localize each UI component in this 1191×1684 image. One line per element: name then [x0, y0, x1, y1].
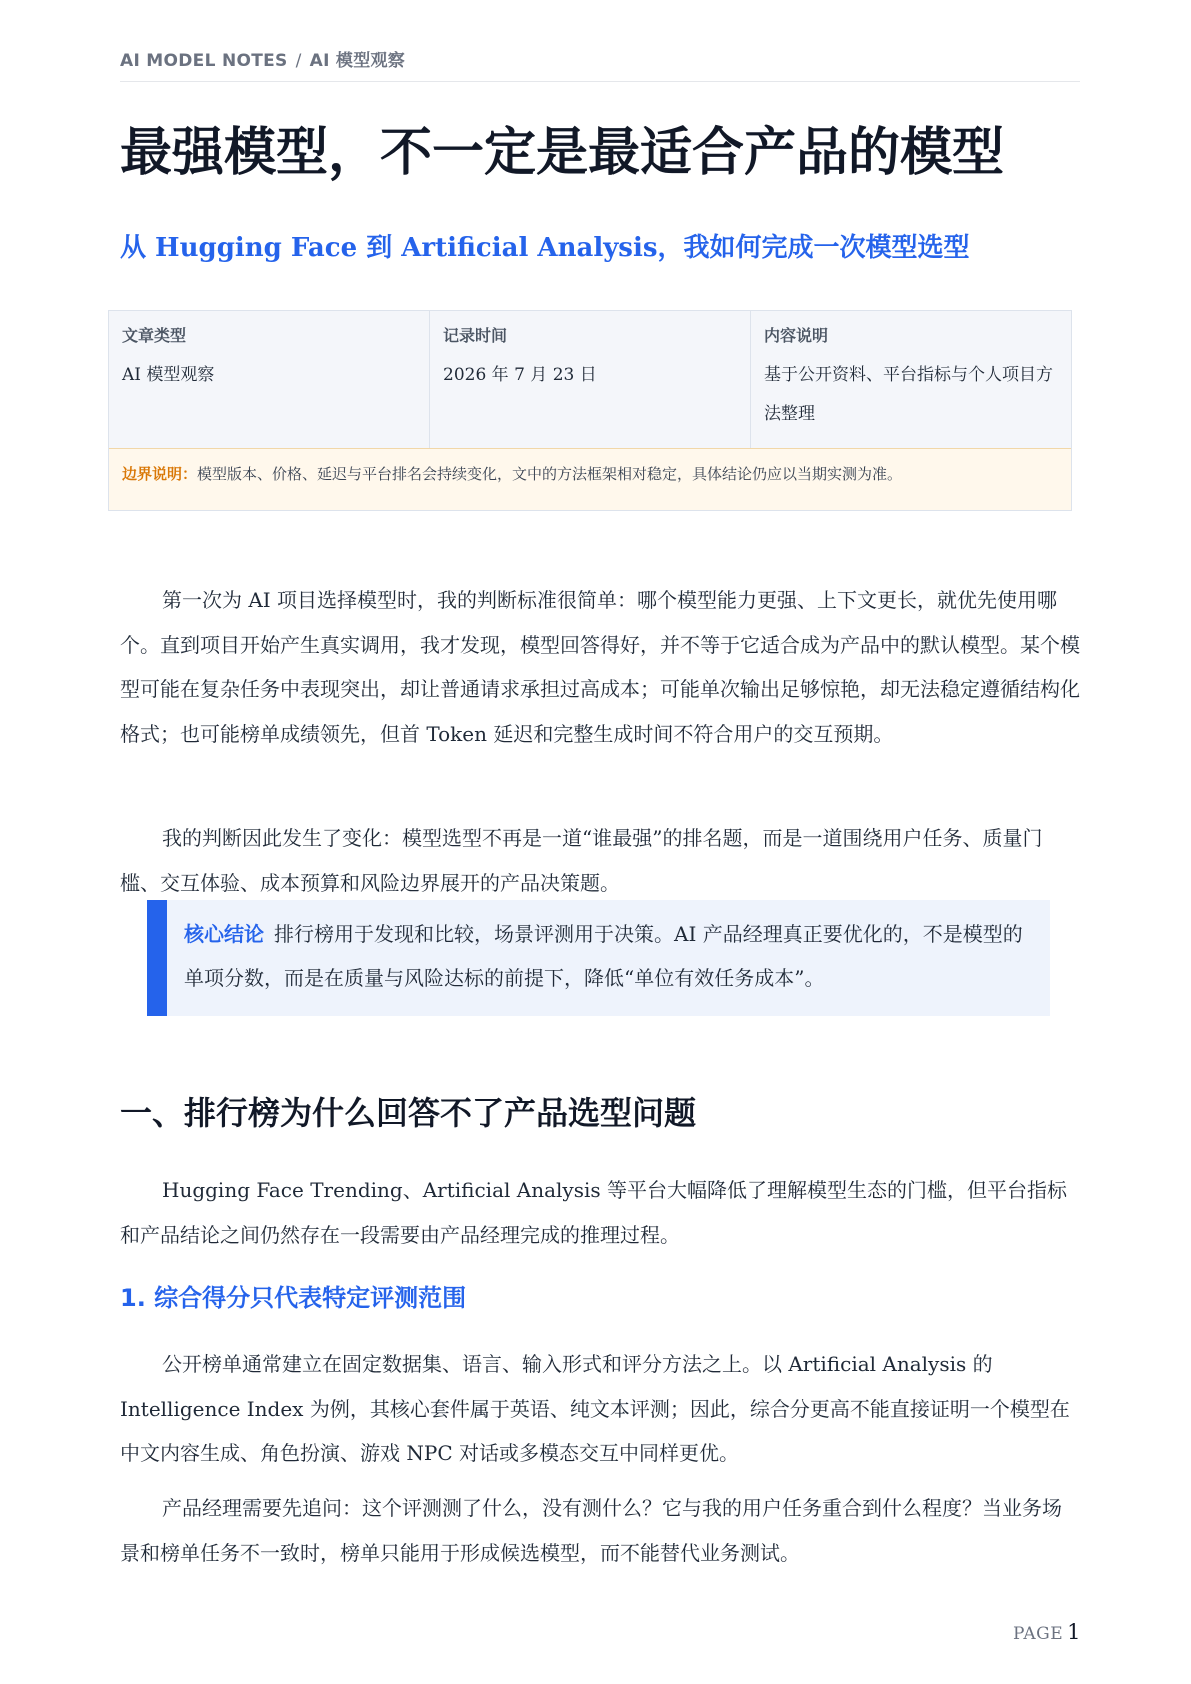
subsection-heading: 1. 综合得分只代表特定评测范围 [120, 1284, 467, 1312]
running-header [120, 46, 1080, 82]
intro-paragraph-2: 我的判断因此发生了变化：模型选型不再是一道“谁最强”的排名题，而是一道围绕用户任务、质量门槛、交互体验、成本预算和风险边界展开的产品决策题。 [120, 826, 1043, 895]
callout-text: 排行榜用于发现和比较，场景评测用于决策。AI 产品经理真正要优化的，不是模型的单项分数，而是在质量与风险达标的前提下，降低“单位有效任务成本”。 [184, 922, 1023, 990]
meta-cell-description [751, 311, 1071, 448]
page-label: PAGE [1012, 1624, 1064, 1644]
subsection-paragraph-2: 产品经理需要先追问：这个评测测了什么，没有测什么？它与我的用户任务重合到什么程度？当业务场景和榜单任务不一致时，榜单只能用于形成候选模型，而不能替代业务测试。 [120, 1496, 1062, 1565]
callout-label: 核心结论 [184, 922, 264, 946]
meta-info-box [108, 310, 1072, 511]
core-conclusion-callout [147, 900, 1050, 1016]
meta-value: 2026 年 7 月 23 日 [443, 365, 597, 385]
meta-label: 文章类型 [122, 326, 187, 345]
intro-paragraph-1: 第一次为 AI 项目选择模型时，我的判断标准很简单：哪个模型能力更强、上下文更长，就优先使用哪个。直到项目开始产生真实调用，我才发现，模型回答得好，并不等于它适合成为产品中的默认模型。某个模型可能在复杂任务中表现突出，却让普通请求承担过高成本；可能单次输出足够惊艳，却无法稳定遵循结构化格式；也可能榜单成绩领先，但首 Token 延迟和完整生成时间不符合用户的交互预期。 [120, 588, 1080, 746]
boundary-note [109, 448, 1071, 510]
page-subtitle: 从 Hugging Face 到 Artificial Analysis，我如何完成一次模型选型 [120, 233, 970, 263]
section-heading: 一、排行榜为什么回答不了产品选型问题 [120, 1094, 697, 1132]
meta-cell-type [109, 311, 430, 448]
meta-value: 基于公开资料、平台指标与个人项目方法整理 [764, 365, 1053, 424]
meta-label: 记录时间 [443, 326, 508, 345]
page-number: 1 [1067, 1620, 1081, 1644]
page-title: 最强模型，不一定是最适合产品的模型 [120, 123, 1005, 183]
meta-value: AI 模型观察 [122, 365, 215, 385]
subsection-paragraph-1: 公开榜单通常建立在固定数据集、语言、输入形式和评分方法之上。以 Artificial Analysis 的 Intelligence Index 为例，其核心套件属于英语、纯文本评测；因此，综合分更高不能直接证明一个模型在中文内容生成、角色扮演、游戏 NPC 对话或多模态交互中同样更优。 [120, 1352, 1070, 1465]
meta-label: 内容说明 [764, 326, 829, 345]
page-footer [1013, 1620, 1081, 1644]
boundary-note-text: 模型版本、价格、延迟与平台排名会持续变化，文中的方法框架相对稳定，具体结论仍应以当期实测为准。 [197, 465, 903, 483]
section-paragraph: Hugging Face Trending、Artificial Analysis 等平台大幅降低了理解模型生态的门槛，但平台指标和产品结论之间仍然存在一段需要由产品经理完成的推理过程。 [120, 1178, 1067, 1247]
header-section-en: AI MODEL NOTES [120, 51, 288, 71]
meta-grid [109, 311, 1071, 448]
header-section-zh: AI 模型观察 [309, 51, 406, 71]
boundary-note-label: 边界说明： [122, 465, 198, 483]
header-separator: / [295, 51, 302, 71]
meta-cell-date [430, 311, 751, 448]
